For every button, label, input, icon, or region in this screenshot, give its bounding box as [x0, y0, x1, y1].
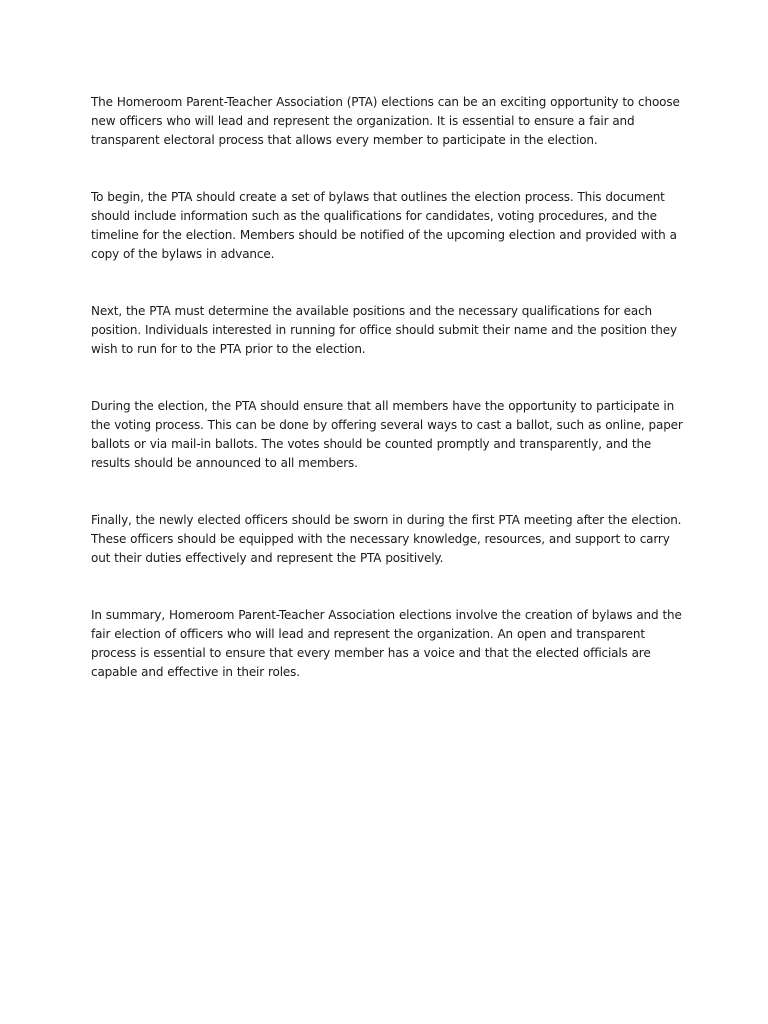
paragraph-intro: The Homeroom Parent-Teacher Association (PTA) elections can be an exciting opportunity to choose new officers who will lead and represent the organization. It is essential to ensure a fair and transparent electoral process that allows every member to participate in the election. [91, 95, 680, 147]
document-body [91, 93, 691, 682]
paragraph-swearing-in: Finally, the newly elected officers should be sworn in during the first PTA meeting after the election. These officers should be equipped with the necessary knowledge, resources, and support to carry out their duties effectively and represent the PTA positively. [91, 513, 682, 565]
paragraph-summary: In summary, Homeroom Parent-Teacher Association elections involve the creation of bylaws and the fair election of officers who will lead and represent the organization. An open and transparent process is essential to ensure that every member has a voice and that the elected officials are capable and effective in their roles. [91, 608, 682, 679]
paragraph-bylaws: To begin, the PTA should create a set of bylaws that outlines the election process. This document should include information such as the qualifications for candidates, voting procedures, and the timeline for the election. Members should be notified of the upcoming election and provided with a copy of the bylaws in advance. [91, 190, 677, 261]
paragraph-election: During the election, the PTA should ensure that all members have the opportunity to participate in the voting process. This can be done by offering several ways to cast a ballot, such as online, paper ballots or via mail-in ballots. The votes should be counted promptly and transparently, and the results should be announced to all members. [91, 399, 683, 470]
paragraph-positions: Next, the PTA must determine the available positions and the necessary qualifications for each position. Individuals interested in running for office should submit their name and the position they wish to run for to the PTA prior to the election. [91, 304, 677, 356]
